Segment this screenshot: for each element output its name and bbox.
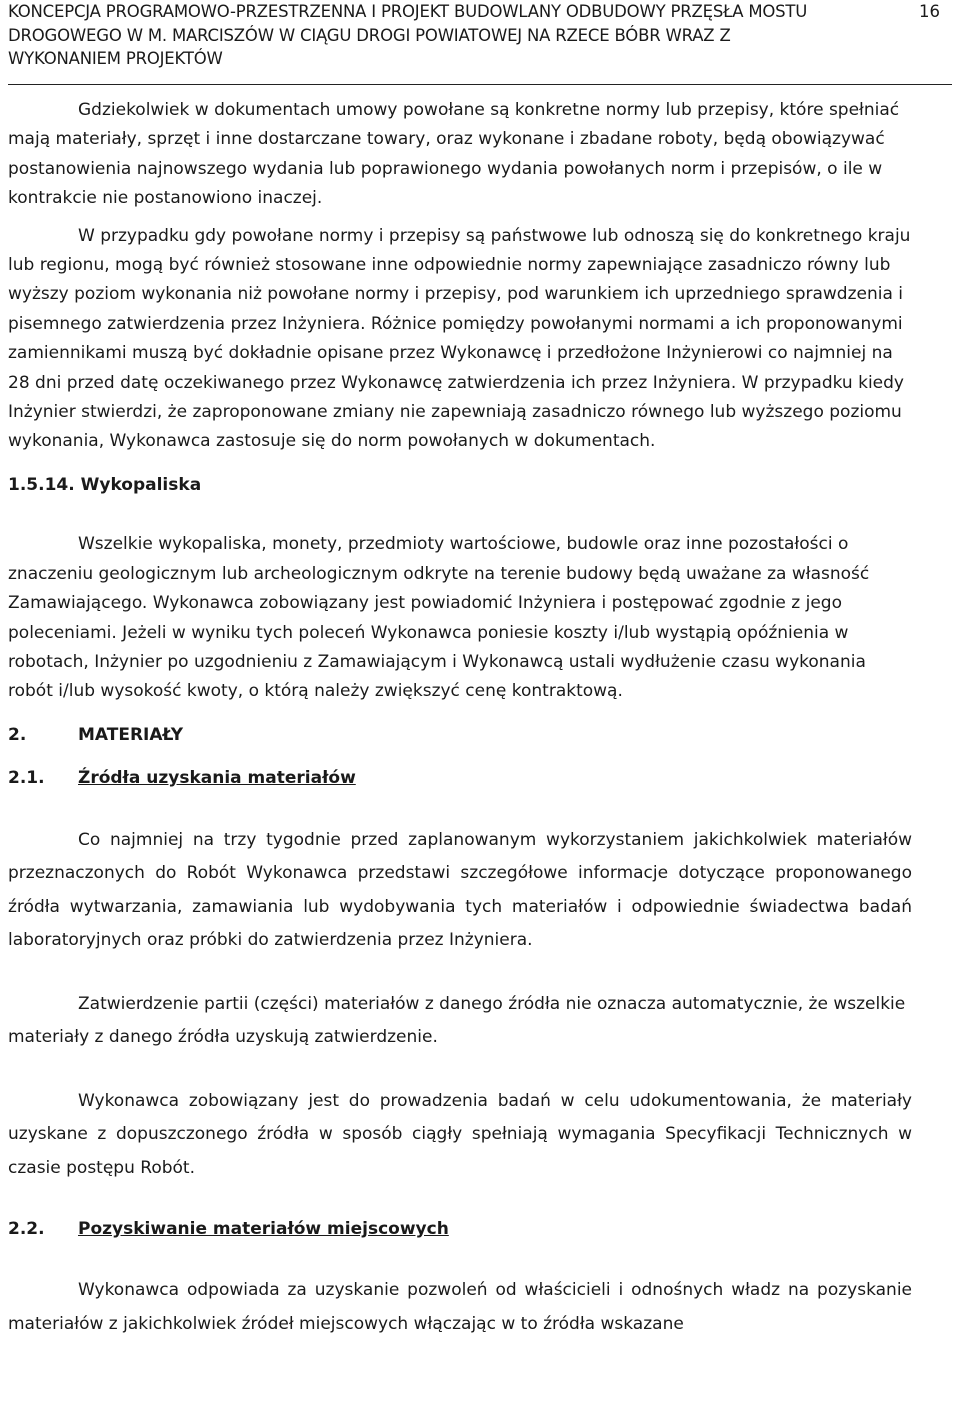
paragraph-norms-intro: Gdziekolwiek w dokumentach umowy powołane są konkretne normy lub przepisy, które spełniać mają materiały, sprzęt i inne dostarczane towary, oraz wykonane i zbadane roboty, będą obowiązywać postanowienia najnowszego wydania lub poprawionego wydania powołanych norm i przepisów, o ile w kontrakcie nie postanowiono inaczej.: [8, 100, 900, 209]
section-number: 2.: [8, 724, 27, 745]
page-number: 16: [919, 2, 940, 21]
section-heading-1-5-14: 1.5.14. Wykopaliska: [8, 474, 202, 495]
paragraph-batch-approval: Zatwierdzenie partii (części) materiałów z danego źródła nie oznacza automatycznie, że wszelkie materiały z danego źródła uzyskują zatwierdzenie.: [8, 993, 906, 1048]
paragraph-norms-equivalents: W przypadku gdy powołane normy i przepisy są państwowe lub odnoszą się do konkretnego kraju lub regionu, mogą być również stosowane inne odpowiednie normy zapewniające zasadniczo równy lub wyższy poziom wykonania niż powołane normy i przepisy, pod warunkiem ich uprzedniego sprawdzenia i pisemnego zatwierdzenia przez Inżyniera. Różnice pomiędzy powołanymi normami a ich proponowanymi zamiennikami muszą być dokładnie opisane przez Wykonawcę i przedłożone Inżynierowi co najmniej na 28 dni przed datę oczekiwanego przez Wykonawcę zatwierdzenia ich przez Inżyniera. W przypadku kiedy Inżynier stwierdzi, że zaproponowane zmiany nie zapewniają zasadniczo równego lub wyższego poziomu wykonania, Wykonawca zastosuje się do norm powołanych w dokumentach.: [8, 225, 911, 452]
section-heading-2-1: [8, 764, 912, 793]
paragraph-local-materials: Wykonawca odpowiada za uzyskanie pozwoleń od właścicieli i odnośnych władz na pozyskanie materiałów z jakichkolwiek źródeł miejscowych włączając w to źródła wskazane: [8, 1280, 912, 1334]
section-heading-2-2: [8, 1215, 912, 1244]
section-number: 2.1.: [8, 768, 45, 789]
paragraph-excavations: Wszelkie wykopaliska, monety, przedmioty wartościowe, budowle oraz inne pozostałości o znaczeniu geologicznym lub archeologicznym odkryte na terenie budowy będą uważane za własność Zamawiającego. Wykonawca zobowiązany jest powiadomić Inżyniera i postępować zgodnie z jego poleceniami. Jeżeli w wyniku tych poleceń Wykonawca poniesie koszty i/lub wystąpią opóźnienia w robotach, Inżynier po uzgodnieniu z Zamawiającym i Wykonawcą ustali wydłużenie czasu wykonania robót i/lub wysokość kwoty, o którą należy zwiększyć cenę kontraktową.: [8, 534, 870, 702]
header-title: KONCEPCJA PROGRAMOWO-PRZESTRZENNA I PROJEKT BUDOWLANY ODBUDOWY PRZĘSŁA MOSTU DROGOWEGO W M. MARCISZÓW W CIĄGU DROGI POWIATOWEJ NA RZECE BÓBR WRAZ Z WYKONANIEM PROJEKTÓW: [8, 2, 808, 68]
page-header: [8, 0, 952, 85]
paragraph-continuous-testing: Wykonawca zobowiązany jest do prowadzenia badań w celu udokumentowania, że materiały uzyskane z dopuszczonego źródła w sposób ciągły spełniają wymagania Specyfikacji Technicznych w czasie postępu Robót.: [8, 1090, 912, 1178]
section-title: MATERIAŁY: [78, 724, 184, 745]
paragraph-material-sources: Co najmniej na trzy tygodnie przed zaplanowanym wykorzystaniem jakichkolwiek materiałów przeznaczonych do Robót Wykonawca przedstawi szczegółowe informacje dotyczące proponowanego źródła wytwarzania, zamawiania lub wydobywania tych materiałów i odpowiednie świadectwa badań laboratoryjnych oraz próbki do zatwierdzenia przez Inżyniera.: [8, 829, 912, 951]
section-heading-2: [8, 721, 912, 750]
section-number: 2.2.: [8, 1219, 45, 1240]
section-title: Pozyskiwanie materiałów miejscowych: [78, 1219, 449, 1240]
document-body: [8, 96, 912, 1341]
section-title: Źródła uzyskania materiałów: [78, 768, 356, 789]
